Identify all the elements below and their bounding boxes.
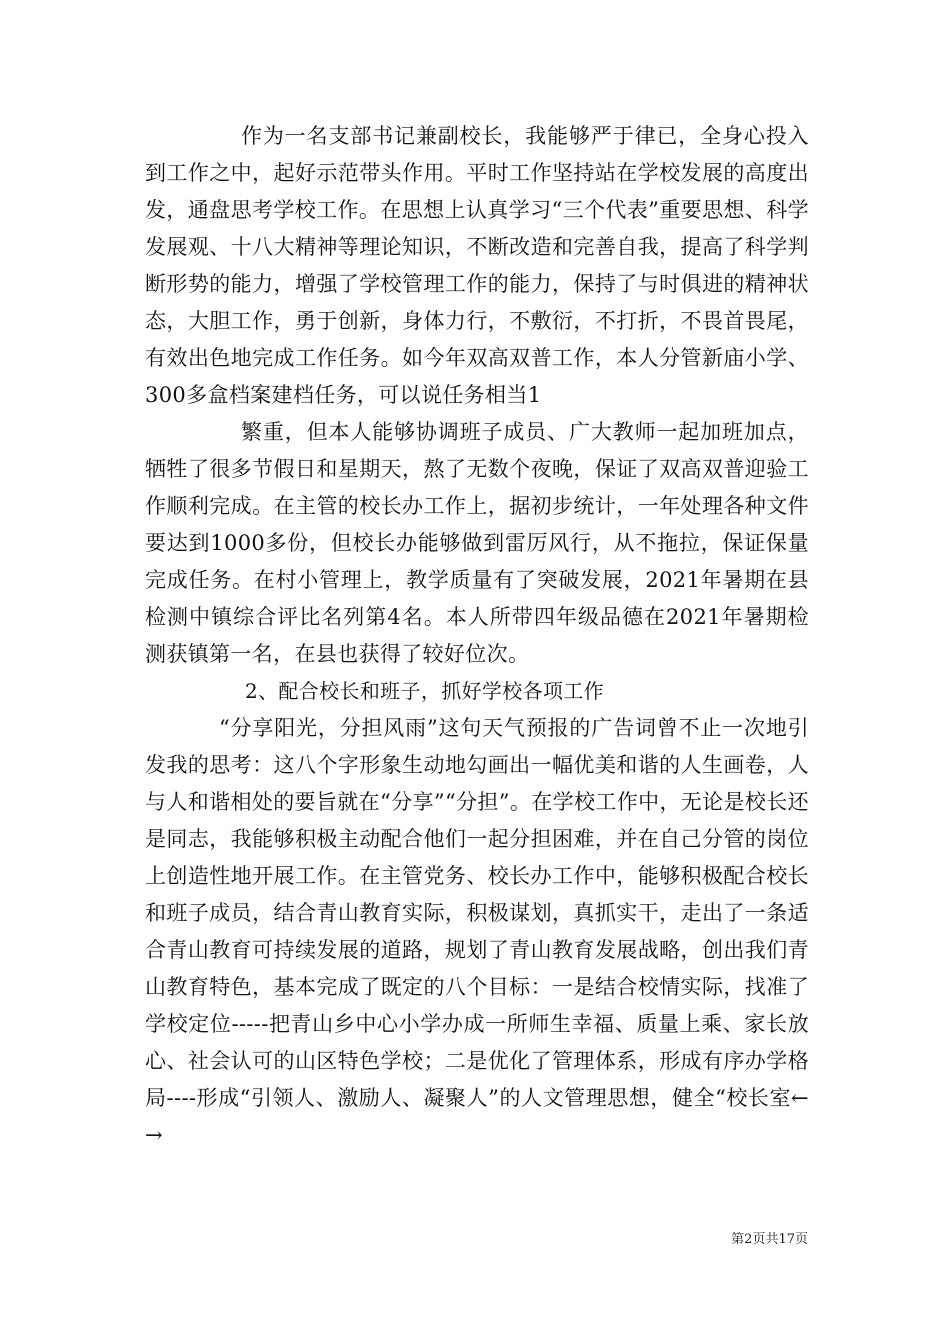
paragraph-2: 繁重，但本人能够协调班子成员、广大教师一起加班加点，牺牲了很多节假日和星期天，熬了无数个夜晚，保证了双高双普迎验工作顺利完成。在主管的校长办工作上，据初步统计，一年处理各种文件要达到1000多份，但校长办能够做到雷厉风行，从不拖拉，保证保量完成任务。在村小管理上，教学质量有了突破发展，2021年暑期在县检测中镇综合评比名列第4名。本人所带四年级品德在2021年暑期检测获镇第一名，在县也获得了较好位次。 bbox=[145, 420, 809, 666]
document-body bbox=[145, 118, 809, 1154]
paragraph-1: 作为一名支部书记兼副校长，我能够严于律已，全身心投入到工作之中，起好示范带头作用。平时工作坚持站在学校发展的高度出发，通盘思考学校工作。在思想上认真学习“三个代表”重要思想、科学发展观、十八大精神等理论知识，不断改造和完善自我，提高了科学判断形势的能力，增强了学校管理工作的能力，保持了与时俱进的精神状态，大胆工作，勇于创新，身体力行，不敷衍，不打折，不畏首畏尾，有效出色地完成工作任务。如今年双高双普工作，本人分管新庙小学、300多盒档案建档任务，可以说任务相当1 bbox=[145, 124, 809, 407]
page-number-footer: 第2页共17页 bbox=[731, 1232, 808, 1247]
section-heading: 2、配合校长和班子，抓好学校各项工作 bbox=[245, 679, 605, 703]
paragraph-3: “分享阳光，分担风雨”这句天气预报的广告词曾不止一次地引发我的思考：这八个字形象生动地勾画出一幅优美和谐的人生画卷，人与人和谐相处的要旨就在“分享”“分担”。在学校工作中，无论是校长还是同志，我能够积极主动配合他们一起分担困难，并在自己分管的岗位上创造性地开展工作。在主管党务、校长办工作中，能够积极配合校长和班子成员，结合青山教育实际，积极谋划，真抓实干，走出了一条适合青山教育可持续发展的道路，规划了青山教育发展战略，创出我们青山教育特色，基本完成了既定的八个目标：一是结合校情实际，找准了学校定位-----把青山乡中心小学办成一所师生幸福、质量上乘、家长放心、社会认可的山区特色学校；二是优化了管理体系，形成有序办学格局----形成“引领人、激励人、凝聚人”的人文管理思想，健全“校长室←→ bbox=[145, 716, 809, 1147]
